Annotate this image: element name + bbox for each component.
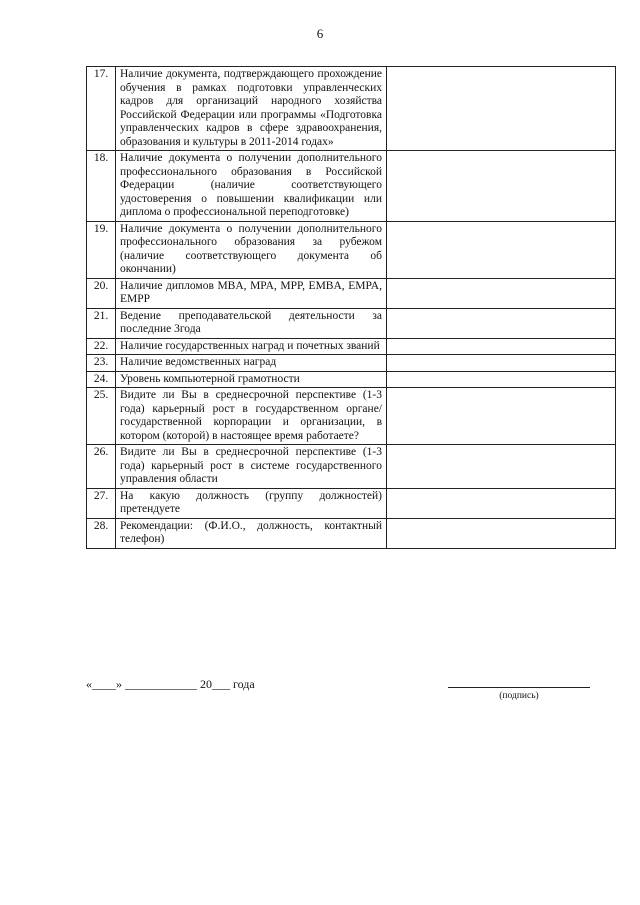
question-cell: Наличие государственных наград и почетных званий bbox=[116, 338, 387, 355]
row-number: 28. bbox=[87, 518, 116, 548]
table-row bbox=[87, 67, 616, 151]
signature-line[interactable] bbox=[448, 687, 590, 688]
signature-caption: (подпись) bbox=[499, 691, 539, 701]
row-number: 18. bbox=[87, 151, 116, 222]
answer-cell[interactable] bbox=[387, 445, 616, 489]
table-row bbox=[87, 221, 616, 278]
row-number: 23. bbox=[87, 355, 116, 372]
answer-cell[interactable] bbox=[387, 371, 616, 388]
question-cell: На какую должность (группу должностей) претендуете bbox=[116, 488, 387, 518]
answer-cell[interactable] bbox=[387, 308, 616, 338]
question-cell: Ведение преподавательской деятельности за последние 3года bbox=[116, 308, 387, 338]
row-number: 25. bbox=[87, 388, 116, 445]
table-row bbox=[87, 518, 616, 548]
table-row bbox=[87, 371, 616, 388]
question-cell: Уровень компьютерной грамотности bbox=[116, 371, 387, 388]
row-number: 22. bbox=[87, 338, 116, 355]
answer-cell[interactable] bbox=[387, 355, 616, 372]
row-number: 19. bbox=[87, 221, 116, 278]
question-cell: Наличие документа о получении дополнительного профессионального образования в Российской Федерации (наличие соответствующего удостоверения о повышении квалификации или диплома о профессиональной переподготовке) bbox=[116, 151, 387, 222]
questionnaire-table bbox=[86, 66, 616, 549]
table-row bbox=[87, 355, 616, 372]
table-row bbox=[87, 488, 616, 518]
question-cell: Видите ли Вы в среднесрочной перспективе (1-3 года) карьерный рост в системе государственного управления области bbox=[116, 445, 387, 489]
row-number: 21. bbox=[87, 308, 116, 338]
page-number: 6 bbox=[316, 26, 324, 41]
answer-cell[interactable] bbox=[387, 278, 616, 308]
table-row bbox=[87, 308, 616, 338]
questionnaire-rows bbox=[87, 67, 616, 549]
table-row bbox=[87, 278, 616, 308]
answer-cell[interactable] bbox=[387, 338, 616, 355]
answer-cell[interactable] bbox=[387, 488, 616, 518]
row-number: 26. bbox=[87, 445, 116, 489]
row-number: 17. bbox=[87, 67, 116, 151]
table-row bbox=[87, 151, 616, 222]
table-row bbox=[87, 388, 616, 445]
answer-cell[interactable] bbox=[387, 518, 616, 548]
row-number: 27. bbox=[87, 488, 116, 518]
question-cell: Видите ли Вы в среднесрочной перспективе (1-3 года) карьерный рост в государственном органе/государственной корпорации и организации, в котором (которой) в настоящее время работаете? bbox=[116, 388, 387, 445]
answer-cell[interactable] bbox=[387, 151, 616, 222]
date-line: «____» ____________ 20___ года bbox=[86, 677, 255, 691]
question-cell: Наличие ведомственных наград bbox=[116, 355, 387, 372]
question-cell: Наличие дипломов MBA, MPA, MPP, EMBA, EMPA, EMPP bbox=[116, 278, 387, 308]
answer-cell[interactable] bbox=[387, 221, 616, 278]
question-cell: Рекомендации: (Ф.И.О., должность, контактный телефон) bbox=[116, 518, 387, 548]
answer-cell[interactable] bbox=[387, 388, 616, 445]
question-cell: Наличие документа о получении дополнительного профессионального образования за рубежом (наличие соответствующего документа об окончании) bbox=[116, 221, 387, 278]
row-number: 20. bbox=[87, 278, 116, 308]
question-cell: Наличие документа, подтверждающего прохождение обучения в рамках подготовки управленческих кадров для организаций народного хозяйства Российской Федерации или программы «Подготовка управленческих кадров в сфере здравоохранения, образования и культуры в 2011-2014 годах» bbox=[116, 67, 387, 151]
answer-cell[interactable] bbox=[387, 67, 616, 151]
row-number: 24. bbox=[87, 371, 116, 388]
table-row bbox=[87, 338, 616, 355]
table-row bbox=[87, 445, 616, 489]
